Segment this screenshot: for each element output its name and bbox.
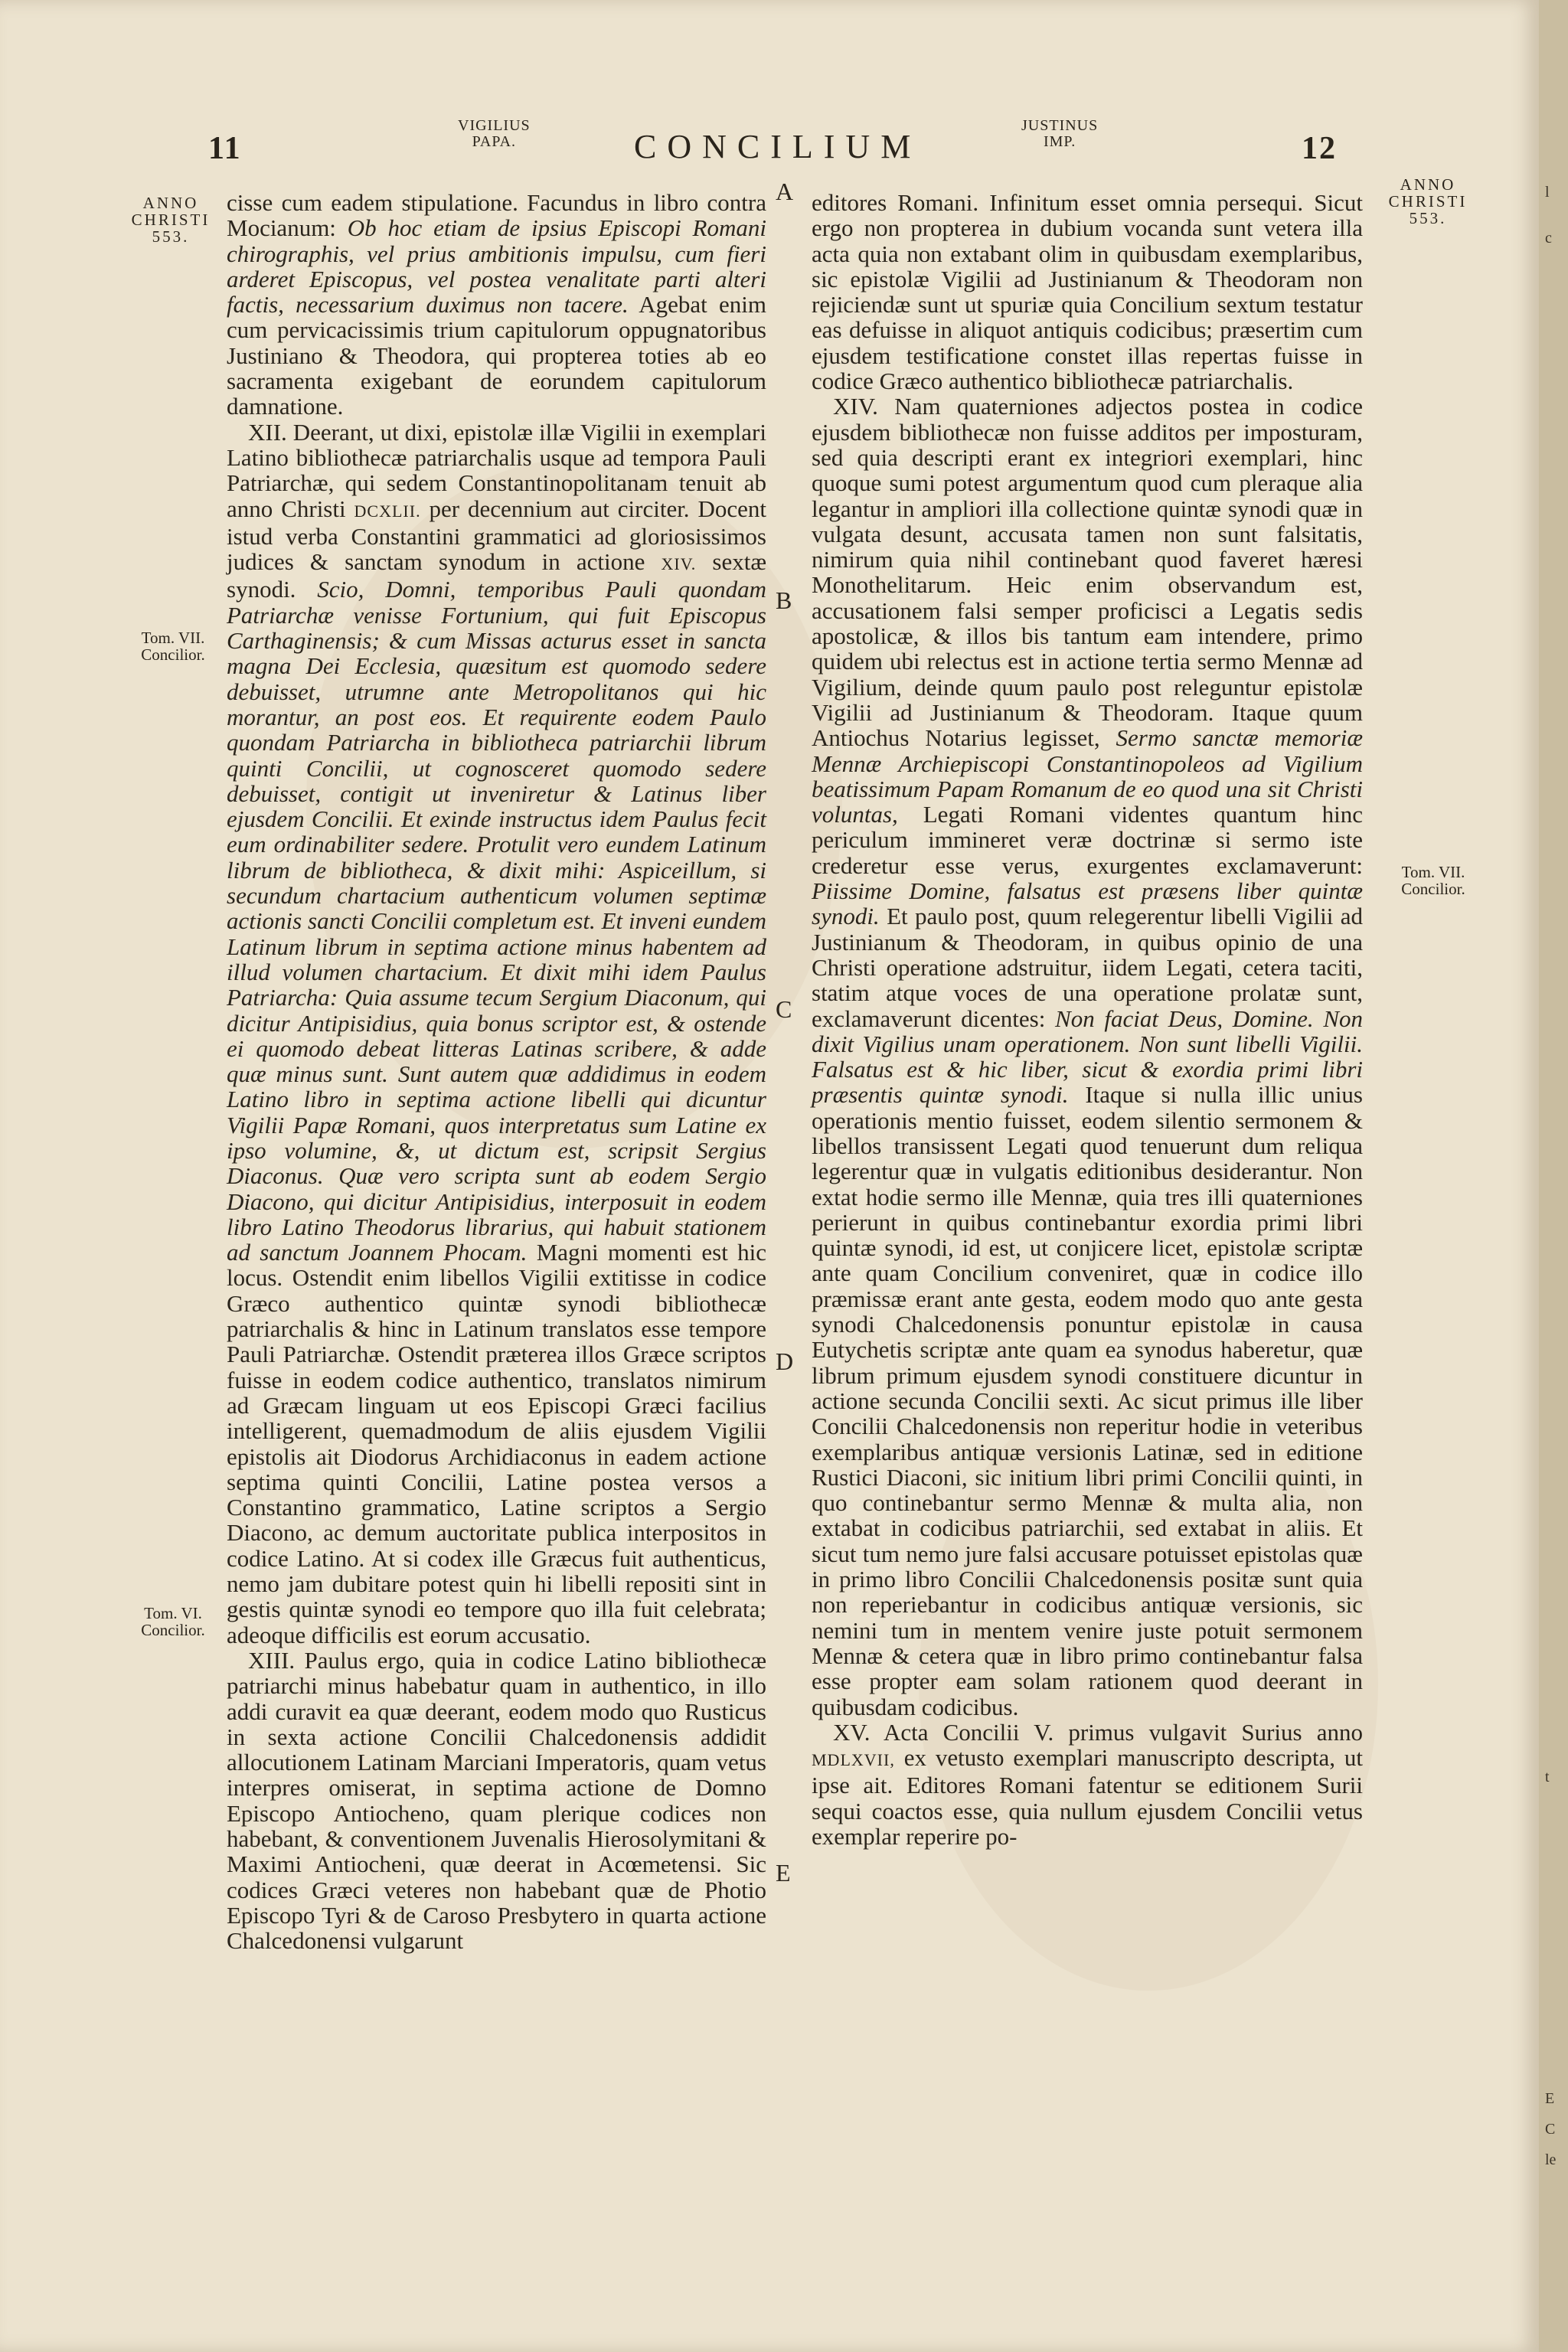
anno-line: CHRISTI bbox=[1388, 192, 1468, 211]
section-letter-a: A bbox=[776, 178, 794, 205]
text-run: XII. Deerant, ut dixi, epistolæ illæ Vigilii in exemplari Latino bibliothecæ patriarchalis usque ad tempora Pauli Patriarchæ, qui sedem Constantinopolitanam tenuit ab anno Christi bbox=[227, 418, 766, 522]
reference-line: Tom. VII. bbox=[1401, 863, 1465, 881]
text-run: Magni momenti est hic locus. Ostendit enim libellos Vigilii extitisse in codice Græco authentico quintæ synodi bibliothecæ patriarchalis & hinc in Latinum translatos esse tempore Pauli Patriarchæ. Ostendit præterea illos Græce scriptos fuisse in eodem codice authentico, translatos nimirum ad Græcam linguam ut eos Episcopi Græci facilius intelligerent, quemadmodum de aliis ejusdem Vigilii epistolis ait Diodorus Archidiaconus in eadem actione septima quinti Concilii, Latine postea versos a Constantino grammatico, Latine scriptos a Sergio Diacono, ac demum auctoritate publica interpositos in codice Latino. At si codex ille Græcus fuit authenticus, nemo jam dubitare potest quin hi libelli repositi sint in gestis quintæ synodi eo tempore quo illa fuit celebrata; adeoque difficilis est eorum accusatio. bbox=[227, 1239, 766, 1648]
right-header-label bbox=[1021, 118, 1098, 150]
facing-page-edge bbox=[1539, 0, 1568, 2352]
right-header-label-line1: JUSTINUS bbox=[1021, 117, 1099, 134]
paragraph bbox=[227, 190, 766, 420]
action-numeral: XIV. bbox=[661, 554, 697, 574]
paragraph-xiv bbox=[812, 394, 1363, 1719]
right-text-column bbox=[812, 190, 1363, 1849]
anno-line: 553. bbox=[152, 227, 190, 246]
text-run: cisse cum eadem stipulatione. Facundus in libro contra Mocianum: bbox=[227, 189, 766, 242]
reference-line: Concilior. bbox=[1401, 880, 1465, 898]
running-title: CONCILIUM bbox=[634, 128, 922, 165]
right-header-label-line2: IMP. bbox=[1043, 133, 1076, 150]
left-header-label-line1: VIGILIUS bbox=[458, 117, 531, 134]
anno-line: 553. bbox=[1409, 209, 1447, 227]
quotation: Piissime Domine, falsatus est præsens liber quintæ synodi. bbox=[812, 877, 1363, 930]
quotation: Non faciat Deus, Domine. Non dixit Vigilius unam operationem. Non sunt libelli Vigilii. Falsatus est & hic liber, sicut & exordia primi libri præsentis quintæ synodi. bbox=[812, 1004, 1364, 1109]
left-header-label bbox=[458, 118, 531, 150]
anno-line: ANNO bbox=[1400, 175, 1456, 194]
text-run: XIII. Paulus ergo, quia in codice Latino bibliothecæ patriarchi minus habebatur quam in authentico, in illo addi curavit ea quæ deerant, eodem modo quo Rusticus in sexta actione Concilii Chalcedonensis addidit allocutionem Latinam Marciani Imperatoris, quam vetus interpres omiserat, in septima actione de Domno Episcopo Antiocheno, quam plerique codices non habebant, & conventionem Juvenalis Hierosolymitani & Maximi Antiocheni, quæ deerat in Acœmetensi. Sic codices Græci veteres non habebant quæ de Photio Episcopo Tyri & de Caroso Presbytero in quarta actione Chalcedonensi vulgarunt bbox=[227, 1646, 766, 1955]
paragraph-xiii bbox=[227, 1648, 766, 1954]
left-text-column bbox=[227, 190, 766, 1953]
left-page-number: 11 bbox=[208, 131, 242, 166]
quotation: Sermo sanctæ memoriæ Mennæ Archiepiscopi Constantinopoleos ad Vigilium beatissimum Papam Romanum de eo quod una sit Christi voluntas, bbox=[812, 724, 1363, 828]
section-letter-d: D bbox=[776, 1348, 794, 1375]
text-run: ex vetusto exemplari manuscripto descripta, ut ipse ait. Editores Romani fatentur se editionem Surii sequi coactos esse, quia nullum ejusdem Concilii vetus exemplar reperire po- bbox=[812, 1744, 1363, 1850]
paragraph-xv bbox=[812, 1720, 1363, 1849]
section-letter-b: B bbox=[776, 586, 792, 614]
reference-line: Tom. VI. bbox=[144, 1604, 202, 1622]
edge-mark: l bbox=[1545, 184, 1550, 201]
quotation: Ob hoc etiam de ipsius Episcopi Romani chirographis, vel prius ambitionis impulsu, cum fieri arderet Episcopus, vel postea venalitate parti alteri factis, necessarium duximus non tacere. bbox=[227, 214, 766, 318]
paragraph-xii bbox=[227, 420, 766, 1648]
year-numeral: DCXLII. bbox=[354, 501, 421, 521]
text-run: Legati Romani videntes quantum hinc periculum immineret veræ doctrinæ si sermo iste crederetur esse verus, exurgentes exclamaverunt: bbox=[812, 801, 1363, 879]
year-numeral: MDLXVII, bbox=[812, 1750, 895, 1770]
edge-mark: C bbox=[1545, 2121, 1556, 2138]
text-run: per decennium aut circiter. Docent istud verba Constantini grammatici ad gloriosissimos judices & sanctam synodum in actione bbox=[227, 495, 767, 576]
left-header-label-line2: PAPA. bbox=[472, 133, 517, 150]
right-anno-note bbox=[1378, 176, 1478, 227]
reference-line: Tom. VII. bbox=[141, 629, 205, 647]
right-page-number: 12 bbox=[1302, 131, 1337, 166]
edge-mark: le bbox=[1545, 2151, 1557, 2168]
edge-mark: c bbox=[1545, 230, 1552, 247]
text-run: Et paulo post, quum relegerentur libelli Vigilii ad Justinianum & Theodoram, in quibus opinio de una Christi operatione adstruitur, iidem Legati, cetera taciti, statim atque voces de una operatione prolatæ sunt, exclamaverunt dicentes: bbox=[812, 903, 1363, 1032]
section-letter-e: E bbox=[776, 1859, 791, 1886]
reference-line: Concilior. bbox=[141, 1621, 205, 1639]
text-run: editores Romani. Infinitum esset omnia persequi. Sicut ergo non propterea in dubium vocanda sunt vetera illa acta quia non extabant olim in quibusdam exemplaribus, sic epistolæ Vigilii ad Justinianum & Theodoram non rejiciendæ sunt ut spuriæ quia Concilium sextum testatur eas defuisse in aliquot antiquis codicibus; præsertim cum ejusdem testificatione constet illas repertas fuisse in codice Græco authentico bibliothecæ patriarchalis. bbox=[812, 189, 1363, 395]
text-run: Itaque si nulla illic unius operationis mentio fuisset, eodem silentio sermonem & libellos transissent Legati quod tenuerunt dum reliqua legerentur quæ in vulgatis editionibus desiderantur. Non extat hodie sermo ille Mennæ, quia tres illi quaterniones perierunt in quibus continebantur exordia primi libri quintæ synodi, id est, ut conjicere licet, epistolæ scriptæ ante quam Concilium conveniret, quæ in codice illo præmissæ erant ante gesta, eodem modo quo ante gesta synodi Chalcedonensis ponuntur epistolæ in causa Eutychetis scriptæ ante quam ea synodus haberetur, quæ librum primum ejusdem synodi constituere dicuntur in actione secunda Concilii sexti. Ac sicut primus ille liber Concilii Chalcedonensis non reperitur hodie in veteribus exemplaribus antiquæ versionis Latinæ, sed in editione Rustici Diaconi, sic initium libri primi Concilii quinti, in quo continebantur sermo Mennæ & multa alia, non extabat in codicibus patriarchii, sed extabat in aliis. Et sicut tum nemo jure falsi accusare potuisset epistolas quæ in primo libro Concilii Chalcedonensis positæ sunt quia non reperiebantur in codicibus antiquæ versionis, sic nemini tum in mentem venire juste potuit sermonem Mennæ & cetera quæ in libro primo continebantur falsa esse propter eam solam rationem quod deerant in quibusdam codicibus. bbox=[812, 1081, 1363, 1720]
left-anno-note bbox=[129, 194, 213, 245]
reference-line: Concilior. bbox=[141, 645, 205, 664]
running-header bbox=[0, 115, 1539, 176]
text-run: XV. Acta Concilii V. primus vulgavit Surius anno bbox=[833, 1718, 1363, 1746]
left-tome-reference-2 bbox=[127, 1605, 219, 1638]
text-run: Agebat enim cum pervicacissimis trium capitulorum oppugnatoribus Justiniano & Theodora, qui propterea toties ab eo sacramenta exigebant de eorundem capitulorum damnatione. bbox=[227, 291, 766, 420]
edge-mark: t bbox=[1545, 1769, 1550, 1785]
text-run: sextæ synodi. bbox=[227, 548, 767, 603]
anno-line: CHRISTI bbox=[131, 211, 211, 229]
text-run: XIV. Nam quaterniones adjectos postea in codice ejusdem bibliothecæ non fuisse additos per imposturam, sed quia descripti erant ex integriori exemplari, hinc quoque sumi potest argumentum quod cum pleraque alia legantur in ampliori illa collectione quintæ synodi quæ in vulgata desunt, accusata tamen non sunt falsitatis, nimirum quia nihil continebant quod faveret hæresi Monothelitarum. Heic enim observandum est, accusationem falsi semper proficisci a Legatis sedis apostolicæ, & illos bis tantum eam intendere, primo quidem ubi relectus est in actione tertia sermo Mennæ ad Vigilium, deinde quum paulo post releguntur epistolæ Vigilii ad Justinianum & Theodoram. Itaque quum Antiochus Notarius legisset, bbox=[812, 393, 1363, 752]
right-tome-reference bbox=[1387, 864, 1479, 897]
paragraph bbox=[812, 190, 1363, 394]
edge-mark: E bbox=[1545, 2090, 1555, 2107]
quotation: Scio, Domni, temporibus Pauli quondam Patriarchæ venisse Fortunium, qui fuit Episcopus Carthaginensis; & cum Missas acturus esset in sancta magna Dei Ecclesia, quæsitum est quomodo sedere debuisset, utrumne ante Metropolitanos qui hic morantur, an post eos. Et requirente eodem Paulo quondam Patriarcha in bibliotheca patriarchii librum quinti Concilii, ut cognosceret quomodo sedere debuisset, contigit ut inveniretur & Latinus liber ejusdem Concilii. Et exinde instructus idem Paulus fecit eum ordinabiliter sedere. Protulit vero eundem Latinum librum de bibliotheca, & dixit mihi: Aspiceillum, si secundum chartacium authenticum volumen septimæ actionis sancti Concilii completum est. Et inveni eundem Latinum librum in septima actione minus habentem ad illud volumen chartacium. Et dixit mihi idem Paulus Patriarcha: Quia assume tecum Sergium Diaconum, qui dicitur Antipisidius, quia bonus scriptor est, & ostende ei quomodo debeat litteras Latinas scribere, & adde quæ minus sunt. Sunt autem quæ addidimus in eodem Latino libro in septima actione libelli qui dicuntur Vigilii Papæ Romani, quos interpretatus sum Latine ex ipso volumine, &, ut dictum est, scripsit Sergius Diaconus. Quæ vero scripta sunt ab eodem Sergio Diacono, qui dicitur Antipisidius, interposuit in eodem libro Latino Theodorus librarius, qui habuit stationem ad sanctum Joannem Phocam. bbox=[227, 576, 767, 1266]
left-tome-reference bbox=[127, 629, 219, 663]
section-letter-c: C bbox=[776, 995, 792, 1023]
anno-line: ANNO bbox=[142, 194, 199, 212]
